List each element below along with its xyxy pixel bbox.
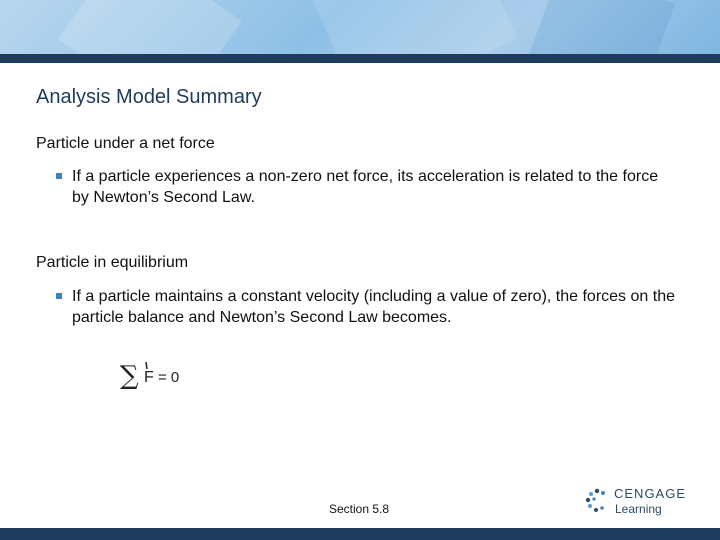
bullet-item-net-force bbox=[56, 166, 676, 208]
force-symbol: F bbox=[144, 369, 154, 386]
bullet-text: If a particle maintains a constant velocity (including a value of zero), the forces on the particle balance and Newton’s Second Law becomes. bbox=[72, 288, 675, 326]
vector-arrow-mark bbox=[146, 362, 147, 369]
banner-facet bbox=[58, 0, 242, 54]
square-bullet-icon bbox=[56, 293, 62, 299]
banner-facet bbox=[525, 0, 675, 54]
summation-symbol: ∑ bbox=[120, 361, 139, 391]
logo-wordmark-cengage: CENGAGE bbox=[614, 486, 687, 501]
equals-zero: = 0 bbox=[158, 369, 180, 386]
slide-title: Analysis Model Summary bbox=[36, 86, 262, 108]
cengage-dots-icon bbox=[584, 488, 610, 514]
cengage-logo bbox=[584, 485, 694, 519]
top-divider-bar bbox=[0, 54, 720, 63]
bullet-item-equilibrium bbox=[56, 286, 676, 328]
banner-facet bbox=[313, 0, 518, 54]
bottom-divider-bar bbox=[0, 528, 720, 540]
equilibrium-equation bbox=[120, 360, 190, 392]
section-label: Section 5.8 bbox=[329, 502, 390, 516]
section-heading-equilibrium: Particle in equilibrium bbox=[36, 254, 189, 271]
top-banner bbox=[0, 0, 720, 54]
section-heading-net-force: Particle under a net force bbox=[36, 135, 215, 152]
bullet-text: If a particle experiences a non-zero net force, its acceleration is related to the force by Newton’s Second Law. bbox=[72, 168, 659, 206]
square-bullet-icon bbox=[56, 173, 62, 179]
logo-wordmark-learning: Learning bbox=[615, 502, 662, 516]
